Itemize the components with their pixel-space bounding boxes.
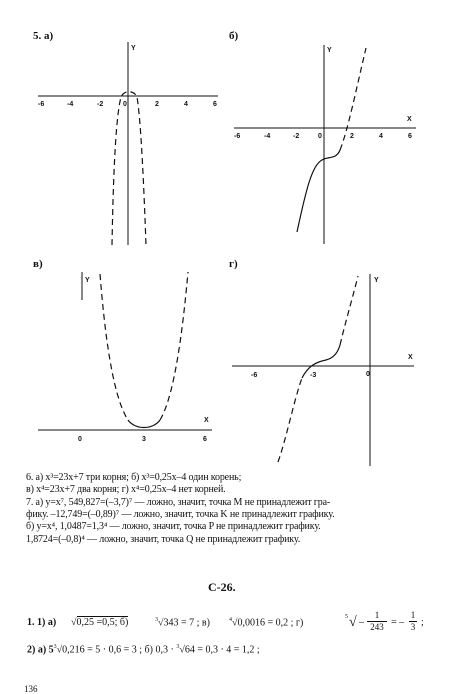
chart-v-tick: 0 (78, 436, 82, 443)
fraction-numerator: 1 (374, 610, 380, 620)
eq1-c: 0,0016 = 0,2 ; г) (237, 617, 304, 629)
chart-g-curve-lower (278, 378, 302, 462)
chart-v-curve-bottom (128, 420, 160, 428)
chart-g-xlabel: X (408, 354, 413, 361)
chart-b-tick: 2 (350, 133, 354, 140)
answer-line-2: в) x⁴=23x+7 два корня; г) x⁴=0,25x–4 нет корней. (26, 484, 226, 495)
chart-a-tick: -6 (38, 101, 45, 108)
eq1-d-eq: = – (391, 617, 405, 628)
chart-g-ylabel: Y (374, 277, 379, 284)
chart-a-tick: 2 (155, 101, 159, 108)
chart-a-tick: -4 (67, 101, 74, 108)
eq1-d-end: ; (421, 617, 424, 628)
chart-g-tick: -6 (251, 372, 258, 379)
chart-a-tick: -2 (97, 101, 104, 108)
root-index: 3 (53, 644, 57, 650)
answer-line-1: 6. а) x³=23x+7 три корня; б) x³=0,25x–4 один корень; (26, 472, 242, 483)
chart-a-tick: 4 (184, 101, 188, 108)
answer-line-4: фику. –12,749=(–0,89)⁷ — ложно, значит, точка K не принадлежит графику. (26, 509, 335, 520)
label-5g: г) (229, 258, 238, 270)
section-heading: С-26. (208, 580, 236, 594)
eq1-prefix: 1. 1) а) (27, 617, 57, 628)
eq1-a: 0,25 =0,5; б) (76, 617, 129, 628)
label-5b: б) (229, 30, 239, 42)
answer-line-6: 1,8724=(–0,8)⁴ — ложно, значит, точка Q не принадлежит графику. (26, 534, 301, 545)
root-index: 3 (176, 644, 180, 650)
sqrt-sign: √ (71, 617, 77, 628)
chart-b-tick: 0 (318, 133, 322, 140)
eq2-a: 0,216 = 5 · 0,6 = 3 ; б) 0,3 · (62, 644, 174, 656)
chart-a (38, 42, 218, 245)
chart-g (232, 274, 414, 466)
chart-a-ylabel: Y (131, 45, 136, 52)
chart-v-tick: 3 (142, 436, 146, 443)
chart-a-curve (112, 92, 146, 245)
page-number: 136 (24, 684, 38, 694)
chart-a-tick: 0 (123, 101, 127, 108)
answer-line-5: б) y=x⁴, 1,0487=1,3⁴ — ложно, значит, точка P не принадлежит графику. (26, 521, 321, 532)
label-5v: в) (33, 258, 43, 270)
root-index: 4 (229, 617, 232, 623)
chart-v-curve-right (160, 272, 188, 420)
chart-g-tick: -3 (310, 372, 317, 379)
chart-b-tick: 4 (379, 133, 383, 140)
root-index: 3 (155, 617, 158, 623)
chart-b-tick: -2 (293, 133, 300, 140)
chart-b (234, 45, 416, 244)
chart-b-ylabel: Y (327, 47, 332, 54)
chart-v-xlabel: X (204, 417, 209, 424)
fraction-denominator: 3 (410, 622, 416, 632)
chart-a-tick: 6 (213, 101, 217, 108)
chart-b-tick: 6 (408, 133, 412, 140)
fraction-numerator: 1 (410, 610, 416, 620)
chart-b-xlabel: X (407, 116, 412, 123)
chart-v (38, 272, 212, 443)
chart-b-curve-solid (297, 150, 340, 232)
chart-b-tick: -4 (264, 133, 271, 140)
eq2-prefix: 2) а) 5 (27, 644, 54, 656)
chart-g-tick: 0 (366, 371, 370, 378)
chart-v-curve-left (100, 274, 128, 420)
label-5a: 5. а) (33, 30, 54, 42)
chart-g-curve-upper (340, 276, 358, 345)
chart-b-tick: -6 (234, 133, 241, 140)
root-index: 5 (345, 614, 348, 620)
answer-line-3: 7. а) y=x⁷, 549,827=(–3,7)⁷ — ложно, значит, точка M не принадлежит гра- (26, 497, 331, 508)
chart-v-tick: 6 (203, 436, 207, 443)
chart-g-curve-mid (302, 345, 340, 378)
eq2-b: 64 = 0,3 · 4 = 1,2 ; (184, 644, 260, 656)
fraction-denominator: 243 (370, 622, 384, 632)
eq1-b: 343 = 7 ; в) (163, 617, 210, 629)
chart-v-ylabel: Y (85, 277, 90, 284)
